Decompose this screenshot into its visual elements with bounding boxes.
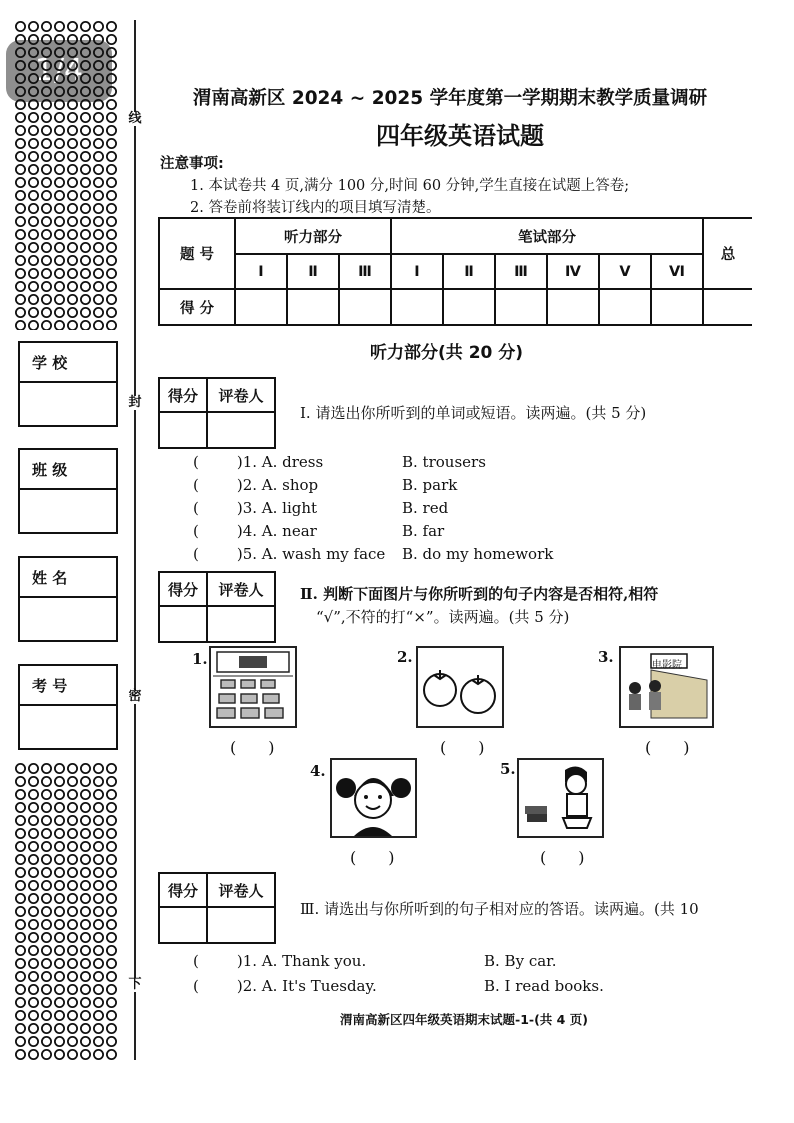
score-cell[interactable] — [339, 289, 391, 325]
grade-box-score-label: 得分 — [160, 573, 208, 607]
col-writing-5: Ⅴ — [599, 254, 651, 289]
score-cell[interactable] — [287, 289, 339, 325]
grade-box-2 — [158, 571, 276, 643]
grade-box-score-label: 得分 — [160, 379, 208, 413]
picture-number: 2. — [397, 648, 413, 666]
score-row-label: 得 分 — [159, 289, 235, 325]
grade-box-grader-label: 评卷人 — [208, 379, 274, 413]
question-option-b: B. do my homework — [402, 545, 554, 563]
score-table — [158, 217, 752, 326]
grade-box-score-label: 得分 — [160, 874, 208, 908]
table-header-question-no: 题 号 — [159, 218, 235, 289]
grade-box-score-cell[interactable] — [160, 413, 208, 447]
school-label: 学 校 — [20, 343, 116, 383]
question-row[interactable]: ( )1. A. dress — [193, 453, 324, 471]
binding-dots-bottom — [14, 762, 118, 1060]
question-option-b: B. I read books. — [484, 977, 604, 995]
question-row[interactable]: ( )2. A. shop — [193, 476, 319, 494]
grade-box-grader-label: 评卷人 — [208, 573, 274, 607]
grade-box-grader-cell[interactable] — [208, 908, 274, 942]
binding-label-mi: 密 — [128, 689, 142, 704]
question-option-b: B. By car. — [484, 952, 557, 970]
classroom-picture — [209, 646, 297, 728]
boy-reading-picture — [517, 758, 604, 838]
section3-instruction: Ⅲ. 请选出与你所听到的句子相对应的答语。读两遍。(共 10 — [300, 900, 699, 918]
binding-label-feng: 封 — [128, 395, 142, 410]
picture-number: 3. — [598, 648, 614, 666]
grade-box-grader-cell[interactable] — [208, 413, 274, 447]
table-header-writing: 笔试部分 — [391, 218, 703, 254]
table-header-listening: 听力部分 — [235, 218, 391, 254]
question-option-b: B. far — [402, 522, 445, 540]
section2-instruction-line1: Ⅱ. 判断下面图片与你所听到的句子内容是否相符,相符 — [300, 585, 659, 603]
exam-number-field[interactable] — [18, 664, 118, 750]
question-row[interactable]: ( )3. A. light — [193, 499, 318, 517]
score-cell[interactable] — [651, 289, 703, 325]
table-header-total: 总 — [703, 218, 752, 289]
picture-number: 1. — [192, 650, 208, 668]
question-row[interactable]: ( )5. A. wash my face — [193, 545, 386, 563]
binding-line — [134, 20, 136, 1060]
notes-heading: 注意事项: — [160, 156, 224, 172]
girl-picture — [330, 758, 417, 838]
grade-box-1 — [158, 377, 276, 449]
picture-number: 5. — [500, 760, 516, 778]
question-row[interactable]: ( )4. A. near — [193, 522, 317, 540]
class-field[interactable] — [18, 448, 118, 534]
question-row[interactable]: ( )2. A. It's Tuesday. — [193, 977, 377, 995]
question-option-b: B. red — [402, 499, 449, 517]
class-label: 班 级 — [20, 450, 116, 490]
answer-blank[interactable]: ( ) — [645, 738, 690, 757]
grade-box-score-cell[interactable] — [160, 607, 208, 641]
page-footer: 渭南高新区四年级英语期末试题-1-(共 4 页) — [340, 1012, 588, 1027]
grade-box-grader-label: 评卷人 — [208, 874, 274, 908]
section2-instruction-line2: “√”,不符的打“×”。读两遍。(共 5 分) — [316, 608, 570, 626]
grade-box-grader-cell[interactable] — [208, 607, 274, 641]
score-cell[interactable] — [599, 289, 651, 325]
answer-blank[interactable]: ( ) — [350, 848, 395, 867]
col-writing-3: Ⅲ — [495, 254, 547, 289]
answer-blank[interactable]: ( ) — [230, 738, 275, 757]
col-writing-2: Ⅱ — [443, 254, 495, 289]
col-listening-2: Ⅱ — [287, 254, 339, 289]
picture-number: 4. — [310, 762, 326, 780]
cinema-sign: 电影院 — [652, 660, 682, 671]
school-field[interactable] — [18, 341, 118, 427]
question-row[interactable]: ( )1. A. Thank you. — [193, 952, 367, 970]
score-cell[interactable] — [495, 289, 547, 325]
section1-instruction: Ⅰ. 请选出你所听到的单词或短语。读两遍。(共 5 分) — [300, 404, 647, 422]
score-cell[interactable] — [547, 289, 599, 325]
listening-section-title: 听力部分(共 20 分) — [370, 343, 524, 363]
grade-box-3 — [158, 872, 276, 944]
exam-subtitle: 四年级英语试题 — [376, 122, 544, 150]
binding-dots-top — [14, 20, 118, 330]
exam-title: 渭南高新区 2024 ~ 2025 学年度第一学期期末教学质量调研 — [192, 88, 708, 109]
binding-label-xian: 线 — [128, 111, 142, 126]
score-cell[interactable] — [443, 289, 495, 325]
tomatoes-picture — [416, 646, 504, 728]
name-label: 姓 名 — [20, 558, 116, 598]
exam-number-label: 考 号 — [20, 666, 116, 706]
answer-blank[interactable]: ( ) — [440, 738, 485, 757]
grade-box-score-cell[interactable] — [160, 908, 208, 942]
col-listening-1: Ⅰ — [235, 254, 287, 289]
answer-blank[interactable]: ( ) — [540, 848, 585, 867]
score-cell[interactable] — [391, 289, 443, 325]
score-cell[interactable] — [235, 289, 287, 325]
note-1: 1. 本试卷共 4 页,满分 100 分,时间 60 分钟,学生直接在试题上答卷; — [190, 178, 630, 194]
col-listening-3: Ⅲ — [339, 254, 391, 289]
col-writing-1: Ⅰ — [391, 254, 443, 289]
note-2: 2. 答卷前将装订线内的项目填写清楚。 — [190, 200, 441, 216]
score-cell-total[interactable] — [703, 289, 752, 325]
name-field[interactable] — [18, 556, 118, 642]
binding-label-xia: 下 — [128, 977, 142, 992]
question-option-b: B. trousers — [402, 453, 486, 471]
col-writing-6: Ⅵ — [651, 254, 703, 289]
col-writing-4: Ⅳ — [547, 254, 599, 289]
question-option-b: B. park — [402, 476, 458, 494]
